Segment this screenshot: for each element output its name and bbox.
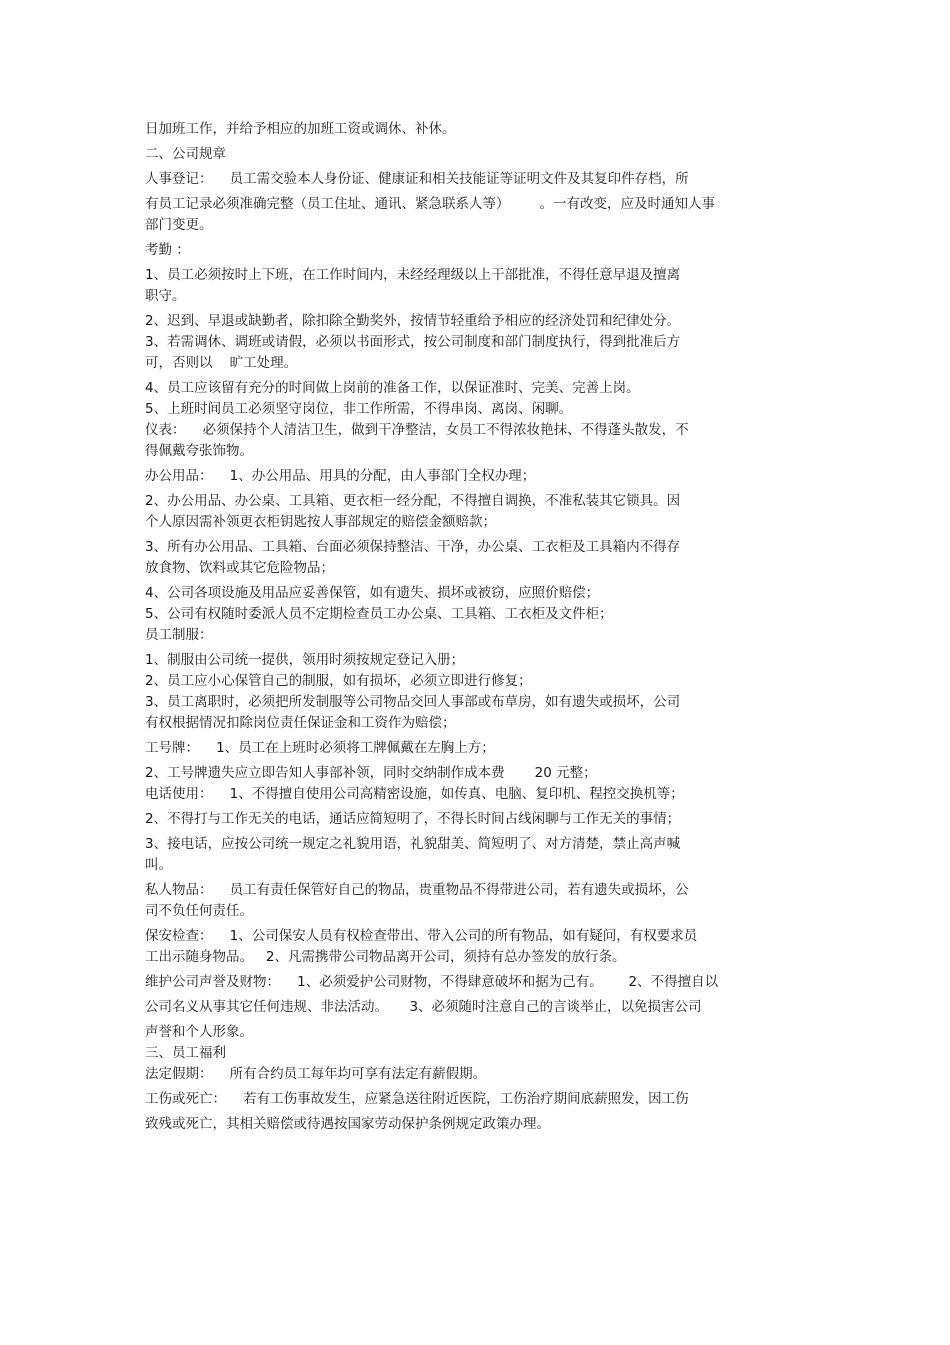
text-line: 3、若需调休、调班或请假，必须以书面形式，按公司制度和部门制度执行，得到批准后方 <box>145 334 681 350</box>
text-line: 得佩戴夸张饰物。 <box>145 443 253 459</box>
text-line: 3、员工离职时，必须把所发制服等公司物品交回人事部或布草房，如有遗失或损坏，公司 <box>145 694 681 710</box>
text-line: 工号牌： 1、员工在上班时必须将工牌佩戴在左胸上方； <box>145 740 495 756</box>
text-line: 1、员工必须按时上下班，在工作时间内，未经经理级以上干部批准，不得任意早退及擅离 <box>145 267 681 283</box>
text-line: 有员工记录必须准确完整（员工住址、通讯、紧急联系人等） 。一有改变，应及时通知人事 <box>145 196 716 212</box>
text-line: 2、办公用品、办公桌、工具箱、更衣柜一经分配，不得擅自调换，不准私装其它锁具。因 <box>145 493 681 509</box>
text-line: 员工制服： <box>145 627 213 643</box>
text-line: 办公用品： 1、办公用品、用具的分配，由人事部门全权办理； <box>145 468 536 484</box>
text-line: 保安检查： 1、公司保安人员有权检查带出、带入公司的所有物品，如有疑问，有权要求员 <box>145 928 698 944</box>
text-line: 声誉和个人形象。 <box>145 1024 253 1040</box>
text-line: 人事登记： 员工需交验本人身份证、健康证和相关技能证等证明文件及其复印件存档，所 <box>145 171 689 187</box>
text-line: 考勤 ： <box>145 242 190 258</box>
text-line: 可，否则以 旷工处理。 <box>145 355 298 371</box>
text-line: 日加班工作，并给予相应的加班工资或调休、补休。 <box>145 121 456 137</box>
text-line: 5、上班时间员工必须坚守岗位，非工作所需，不得串岗、离岗、闲聊。 <box>145 401 573 417</box>
text-line: 工伤或死亡： 若有工伤事故发生，应紧急送往附近医院，工伤治疗期间底薪照发，因工伤 <box>145 1091 689 1107</box>
text-line: 3、所有办公用品、工具箱、台面必须保持整洁、干净，办公桌、工衣柜及工具箱内不得存 <box>145 539 681 555</box>
text-line: 司不负任何责任。 <box>145 903 253 919</box>
text-line: 放食物、饮料或其它危险物品； <box>145 560 334 576</box>
text-line: 仪表： 必须保持个人清洁卫生，做到干净整洁，女员工不得浓妆艳抹、不得蓬头散发，不 <box>145 422 689 438</box>
text-line: 电话使用： 1、不得擅自使用公司高精密设施，如传真、电脑、复印机、程控交换机等； <box>145 786 684 802</box>
text-line: 公司名义从事其它任何违规、非法活动。 3、必须随时注意自己的言谈举止，以免损害公司 <box>145 999 702 1015</box>
text-line: 职守。 <box>145 288 186 304</box>
section-heading: 三、员工福利 <box>145 1045 226 1061</box>
text-line: 叫。 <box>145 857 172 873</box>
text-line: 私人物品： 员工有责任保管好自己的物品，贵重物品不得带进公司，若有遗失或损坏，公 <box>145 882 689 898</box>
text-line: 5、公司有权随时委派人员不定期检查员工办公桌、工具箱、工衣柜及文件柜； <box>145 606 613 622</box>
text-line: 部门变更。 <box>145 217 213 233</box>
text-line: 2、不得打与工作无关的电话，通话应简短明了，不得长时间占线闲聊与工作无关的事情； <box>145 811 681 827</box>
text-line: 法定假期： 所有合约员工每年均可享有法定有薪假期。 <box>145 1066 487 1082</box>
text-line: 致残或死亡，其相关赔偿或待遇按国家劳动保护条例规定政策办理。 <box>145 1116 550 1132</box>
text-line: 2、员工应小心保管自己的制服，如有损坏，必须立即进行修复； <box>145 673 532 689</box>
text-line: 4、公司各项设施及用品应妥善保管，如有遗失、损坏或被窃，应照价赔偿； <box>145 585 600 601</box>
text-line: 4、员工应该留有充分的时间做上岗前的准备工作，以保证准时、完美、完善上岗。 <box>145 380 640 396</box>
text-line: 个人原因需补领更衣柜钥匙按人事部规定的赔偿金额赔款； <box>145 514 496 530</box>
text-line: 2、工号牌遗失应立即告知人事部补领，同时交纳制作成本费 20 元整； <box>145 765 597 781</box>
text-line: 2、迟到、早退或缺勤者，除扣除全勤奖外，按情节轻重给予相应的经济处罚和纪律处分。 <box>145 313 681 329</box>
text-line: 工出示随身物品。 2、凡需携带公司物品离开公司，须持有总办签发的放行条。 <box>145 949 626 965</box>
document-body <box>145 119 845 1135</box>
text-line: 3、接电话，应按公司统一规定之礼貌用语，礼貌甜美、简短明了、对方清楚，禁止高声喊 <box>145 836 681 852</box>
text-line: 1、制服由公司统一提供，领用时须按规定登记入册； <box>145 652 465 668</box>
text-line: 维护公司声誉及财物： 1、必须爱护公司财物，不得肆意破坏和据为己有。 2、不得擅自以 <box>145 974 719 990</box>
text-line: 有权根据情况扣除岗位责任保证金和工资作为赔偿； <box>145 715 456 731</box>
section-heading: 二、公司规章 <box>145 146 226 162</box>
